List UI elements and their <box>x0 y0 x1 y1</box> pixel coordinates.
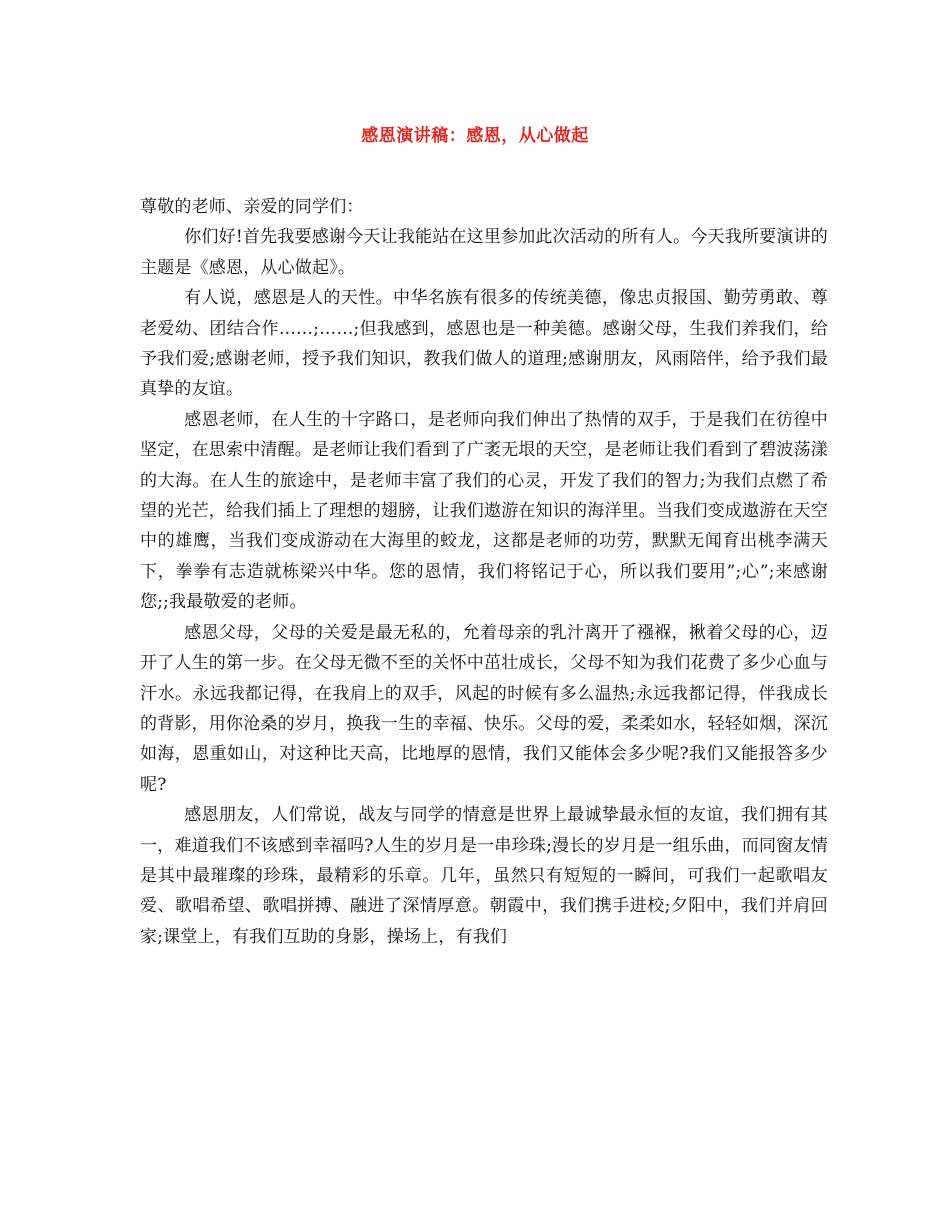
paragraph-greeting: 你们好!首先我要感谢今天让我能站在这里参加此次活动的所有人。今天我所要演讲的主题是《感恩，从心做起》。 <box>140 227 828 278</box>
paragraph-parents: 感恩父母，父母的关爱是最无私的，允着母亲的乳汁离开了襁褓，揪着父母的心，迈开了人生的第一步。在父母无微不至的关怀中茁壮成长，父母不知为我们花费了多少心血与汗水。永远我都记得，在我肩上的双手，风起的时候有多么温热;永远我都记得，伴我成长的背影，用你沧桑的岁月，换我一生的幸福、快乐。父母的爱，柔柔如水，轻轻如烟，深沉如海，恩重如山，对这种比天高，比地厚的恩情，我们又能体会多少呢?我们又能报答多少呢? <box>140 622 828 795</box>
salutation: 尊敬的老师、亲爱的同学们： <box>140 197 364 217</box>
paragraph-friends: 感恩朋友，人们常说，战友与同学的情意是世界上最诚挚最永恒的友谊，我们拥有其一，难道我们不该感到幸福吗?人生的岁月是一串珍珠;漫长的岁月是一组乐曲，而同窗友情是其中最璀璨的珍珠，最精彩的乐章。几年，虽然只有短短的一瞬间，可我们一起歌唱友爱、歌唱希望、歌唱拼搏、融进了深情厚意。朝霞中，我们携手进校;夕阳中，我们并肩回家;课堂上，有我们互助的身影，操场上，有我们 <box>140 805 828 947</box>
paragraph-virtue: 有人说，感恩是人的天性。中华名族有很多的传统美德，像忠贞报国、勤劳勇敢、尊老爱幼、团结合作……;……;但我感到，感恩也是一种美德。感谢父母，生我们养我们，给予我们爱;感谢老师，授予我们知识，教我们做人的道理;感谢朋友，风雨陪伴，给予我们最真挚的友谊。 <box>140 288 828 400</box>
paragraph-teachers: 感恩老师，在人生的十字路口，是老师向我们伸出了热情的双手，于是我们在彷徨中坚定，在思索中清醒。是老师让我们看到了广袤无垠的天空，是老师让我们看到了碧波荡漾的大海。在人生的旅途中，是老师丰富了我们的心灵，开发了我们的智力;为我们点燃了希望的光芒，给我们插上了理想的翅膀，让我们遨游在知识的海洋里。当我们变成遨游在天空中的雄鹰，当我们变成游动在大海里的蛟龙，这都是老师的功劳，默默无闻育出桃李满天下，拳拳有志造就栋梁兴中华。您的恩情，我们将铭记于心，所以我们要用”;心”;来感谢您;;我最敬爱的老师。 <box>140 409 828 613</box>
document-title: 感恩演讲稿：感恩，从心做起 <box>361 126 589 146</box>
document-body <box>140 192 828 952</box>
